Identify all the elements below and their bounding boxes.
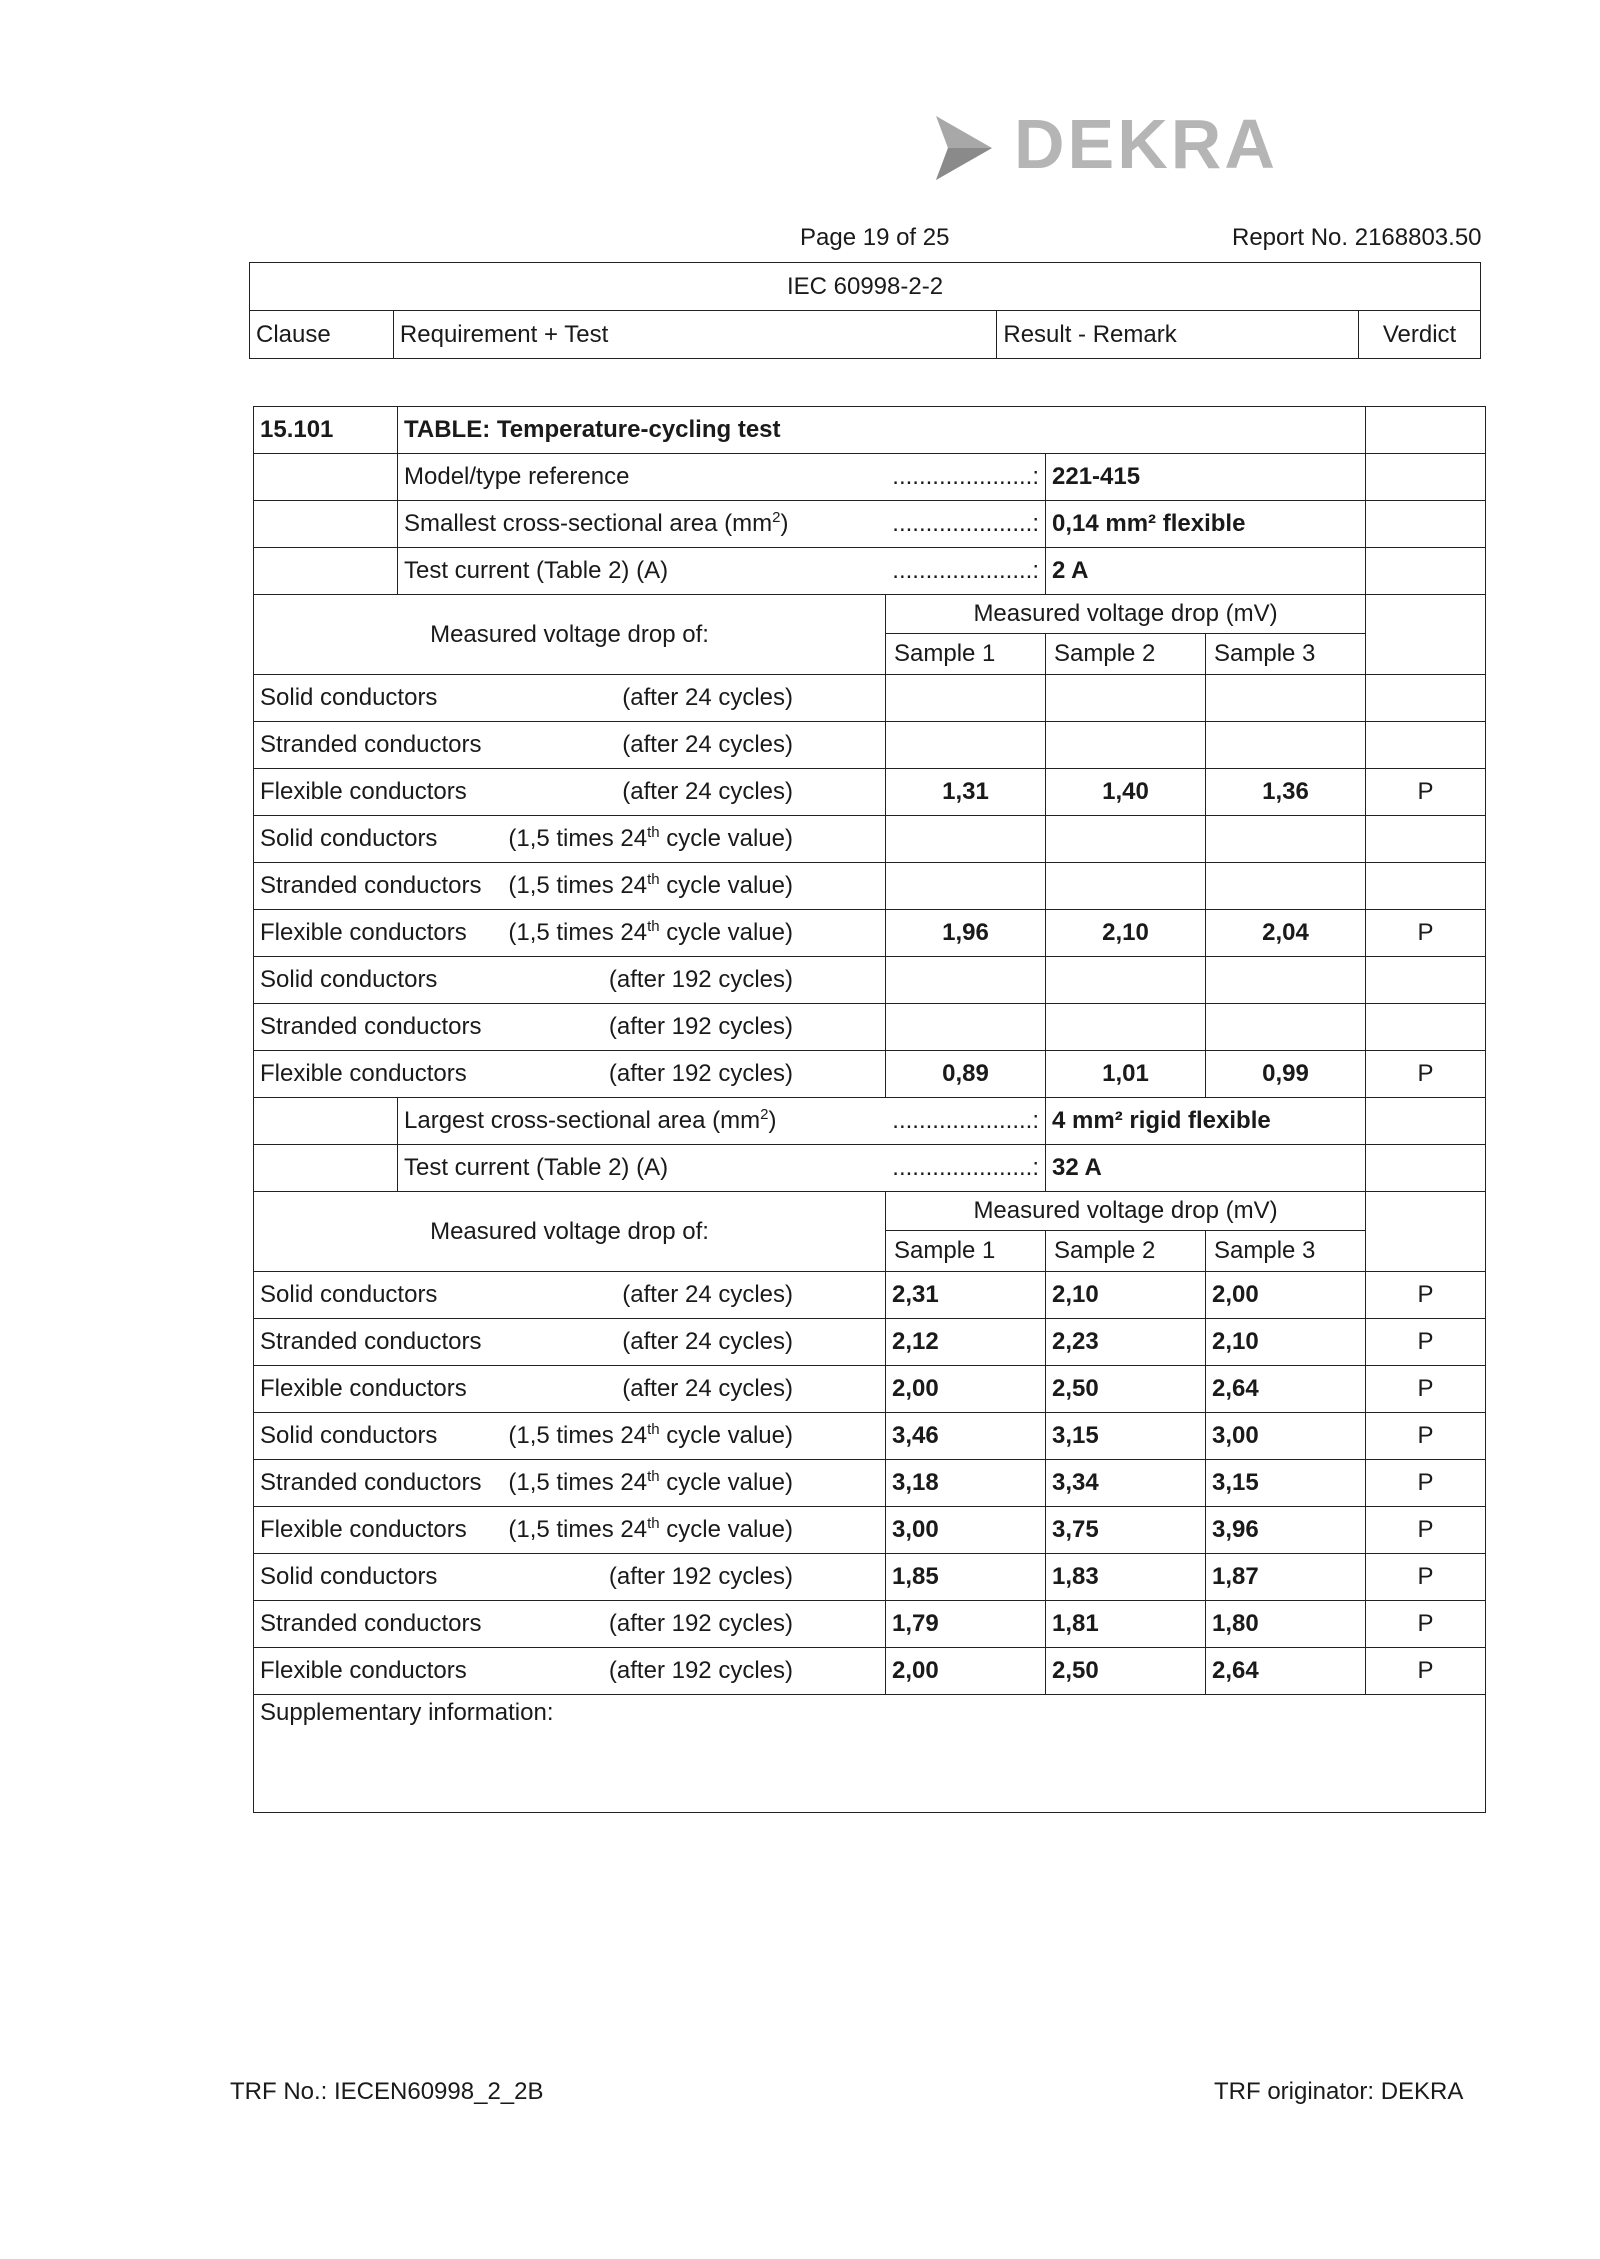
verdict-cell xyxy=(1366,1413,1486,1460)
value-cell xyxy=(886,1507,1046,1554)
table-row xyxy=(254,1051,1486,1098)
condition-label: (after 24 cycles) xyxy=(622,778,793,805)
value-cell xyxy=(1046,863,1206,910)
value-cell xyxy=(1046,1319,1206,1366)
sample-1-value: 2,00 xyxy=(892,1375,939,1402)
value-cell xyxy=(1206,1554,1366,1601)
table-row xyxy=(254,1366,1486,1413)
mv-label: Measured voltage drop of: xyxy=(430,1217,709,1245)
verdict-value: P xyxy=(1417,778,1434,805)
verdict-cell xyxy=(1366,1507,1486,1554)
mv-label-cell xyxy=(254,595,886,675)
sample-2-value: 1,40 xyxy=(1102,778,1149,805)
row-label-cell xyxy=(254,957,886,1004)
sample-3-value: 3,15 xyxy=(1212,1469,1259,1496)
sample-2-value: 2,10 xyxy=(1052,1281,1099,1308)
value-cell xyxy=(1046,501,1366,548)
sample-2-value: 2,50 xyxy=(1052,1375,1099,1402)
value-cell xyxy=(886,1648,1046,1695)
verdict-value: P xyxy=(1417,1657,1434,1684)
area-value: 0,14 mm² flexible xyxy=(1052,510,1246,537)
value-cell xyxy=(1206,957,1366,1004)
conductor-label: Solid conductors xyxy=(260,825,438,852)
table-row xyxy=(254,910,1486,957)
area-label: Largest cross-sectional area (mm xyxy=(404,1107,761,1134)
sample-1-header: Sample 1 xyxy=(894,1237,996,1264)
value-cell xyxy=(1206,769,1366,816)
value-cell xyxy=(886,1272,1046,1319)
condition-label: (after 24 cycles) xyxy=(622,1281,793,1308)
leader-dots: .....................: xyxy=(892,557,1039,584)
row-label-cell xyxy=(254,1004,886,1051)
leader-dots: .....................: xyxy=(892,510,1039,537)
table-row xyxy=(254,675,1486,722)
verdict-value: P xyxy=(1417,919,1434,946)
verdict-cell xyxy=(1366,1460,1486,1507)
sample-3-value: 2,00 xyxy=(1212,1281,1259,1308)
condition-label: (after 192 cycles) xyxy=(608,966,793,993)
value-cell xyxy=(886,1413,1046,1460)
condition-label: (after 24 cycles) xyxy=(622,731,793,758)
sample-2-header: Sample 2 xyxy=(1054,1237,1156,1264)
model-label: Model/type reference xyxy=(404,463,630,490)
mv-header: Measured voltage drop (mV) xyxy=(973,1197,1278,1224)
row-label-cell xyxy=(254,863,886,910)
value-cell xyxy=(886,1601,1046,1648)
leader-dots: .....................: xyxy=(892,1154,1039,1181)
value-cell xyxy=(886,1366,1046,1413)
col-result: Result - Remark xyxy=(997,311,1359,359)
value-cell xyxy=(1046,1601,1206,1648)
value-cell xyxy=(1046,548,1366,595)
verdict-value: P xyxy=(1417,1563,1434,1590)
verdict-cell xyxy=(1366,816,1486,863)
conductor-label: Stranded conductors xyxy=(260,1013,482,1040)
blank-cell xyxy=(254,454,398,501)
value-cell xyxy=(1206,675,1366,722)
row-label-cell xyxy=(254,1272,886,1319)
value-cell xyxy=(886,675,1046,722)
table-row xyxy=(254,722,1486,769)
sample-1-value: 3,00 xyxy=(892,1516,939,1543)
sample-1-value: 1,31 xyxy=(942,778,989,805)
value-cell xyxy=(1046,1366,1206,1413)
condition-label: (after 24 cycles) xyxy=(622,684,793,711)
value-cell xyxy=(1046,1145,1366,1192)
current-value: 2 A xyxy=(1052,557,1089,584)
superscript-2: 2 xyxy=(760,1106,769,1123)
conductor-label: Stranded conductors xyxy=(260,1469,482,1496)
value-cell xyxy=(1206,1366,1366,1413)
verdict-value: P xyxy=(1417,1469,1434,1496)
superscript-th: th xyxy=(647,918,660,935)
col-clause: Clause xyxy=(250,311,394,359)
superscript-th: th xyxy=(647,1515,660,1532)
condition-label: (1,5 times 24th cycle value) xyxy=(508,871,793,899)
superscript-2: 2 xyxy=(772,509,781,526)
condition-label: (after 192 cycles) xyxy=(608,1563,793,1590)
verdict-cell xyxy=(1366,1366,1486,1413)
conductor-label: Stranded conductors xyxy=(260,1328,482,1355)
table-row xyxy=(254,1460,1486,1507)
report-number: Report No. 2168803.50 xyxy=(1232,224,1482,251)
table-row xyxy=(254,1413,1486,1460)
verdict-value: P xyxy=(1417,1328,1434,1355)
condition-label: (after 24 cycles) xyxy=(622,1328,793,1355)
value-cell xyxy=(886,1554,1046,1601)
sample-3-header: Sample 3 xyxy=(1214,640,1316,667)
superscript-th: th xyxy=(647,1468,660,1485)
value-cell xyxy=(1046,957,1206,1004)
verdict-value: P xyxy=(1417,1610,1434,1637)
sample-1-value: 1,79 xyxy=(892,1610,939,1637)
label-cell xyxy=(398,1145,1046,1192)
sample-1-value: 2,00 xyxy=(892,1657,939,1684)
condition-label: (1,5 times 24th cycle value) xyxy=(508,1468,793,1496)
verdict-cell xyxy=(1366,407,1486,454)
sample-2-value: 2,50 xyxy=(1052,1657,1099,1684)
value-cell xyxy=(1206,1507,1366,1554)
value-cell xyxy=(1046,454,1366,501)
verdict-value: P xyxy=(1417,1516,1434,1543)
verdict-cell xyxy=(1366,675,1486,722)
value-cell xyxy=(1206,1413,1366,1460)
sample-3-value: 2,64 xyxy=(1212,1375,1259,1402)
value-cell xyxy=(1046,1460,1206,1507)
row-label-cell xyxy=(254,1051,886,1098)
row-label-cell xyxy=(254,816,886,863)
label-cell: Largest cross-sectional area $(mm^2)$ .....................: xyxy=(398,1098,1046,1145)
sample-3-value: 1,36 xyxy=(1262,778,1309,805)
value-cell xyxy=(886,957,1046,1004)
conductor-label: Stranded conductors xyxy=(260,872,482,899)
value-cell xyxy=(886,722,1046,769)
value-cell xyxy=(1046,722,1206,769)
sample-2-value: 3,75 xyxy=(1052,1516,1099,1543)
table-row xyxy=(254,1507,1486,1554)
condition-label: (after 192 cycles) xyxy=(608,1657,793,1684)
verdict-cell xyxy=(1366,595,1486,675)
sample-2-value: 3,34 xyxy=(1052,1469,1099,1496)
value-cell xyxy=(1206,1004,1366,1051)
value-cell xyxy=(1206,1272,1366,1319)
row-label-cell xyxy=(254,910,886,957)
row-label-cell xyxy=(254,1554,886,1601)
conductor-label: Solid conductors xyxy=(260,684,438,711)
value-cell xyxy=(1046,1413,1206,1460)
dekra-logo-text: DEKRA xyxy=(1014,105,1278,183)
mv-header: Measured voltage drop (mV) xyxy=(973,600,1278,627)
table-row xyxy=(254,957,1486,1004)
table-row xyxy=(254,1648,1486,1695)
dekra-logo xyxy=(930,100,1278,195)
current-label: Test current (Table 2) (A) xyxy=(404,557,669,584)
value-cell xyxy=(1046,1272,1206,1319)
condition-label: (1,5 times 24th cycle value) xyxy=(508,1515,793,1543)
value-cell xyxy=(1206,816,1366,863)
table-row xyxy=(254,1554,1486,1601)
value-cell xyxy=(1046,816,1206,863)
label-cell xyxy=(398,454,1046,501)
condition-label: (after 24 cycles) xyxy=(622,1375,793,1402)
sample-3-value: 2,10 xyxy=(1212,1328,1259,1355)
conductor-label: Flexible conductors xyxy=(260,778,467,805)
title-cell xyxy=(398,407,1366,454)
verdict-cell xyxy=(1366,957,1486,1004)
value-cell xyxy=(1046,1098,1366,1145)
verdict-cell xyxy=(1366,1319,1486,1366)
value-cell xyxy=(886,1319,1046,1366)
row-label-cell xyxy=(254,675,886,722)
sample-3-header: Sample 3 xyxy=(1214,1237,1316,1264)
current-value: 32 A xyxy=(1052,1154,1102,1181)
verdict-cell xyxy=(1366,1272,1486,1319)
conductor-label: Stranded conductors xyxy=(260,1610,482,1637)
condition-label: (after 192 cycles) xyxy=(608,1013,793,1040)
value-cell xyxy=(1206,863,1366,910)
conductor-label: Solid conductors xyxy=(260,1422,438,1449)
table-row xyxy=(254,1004,1486,1051)
superscript-th: th xyxy=(647,871,660,888)
table-row xyxy=(254,1601,1486,1648)
verdict-cell xyxy=(1366,1004,1486,1051)
area-label: Smallest cross-sectional area (mm xyxy=(404,510,773,537)
sample-2-value: 1,83 xyxy=(1052,1563,1099,1590)
clause-cell xyxy=(254,407,398,454)
conductor-label: Flexible conductors xyxy=(260,1657,467,1684)
value-cell xyxy=(1046,910,1206,957)
value-cell xyxy=(1046,1554,1206,1601)
value-cell xyxy=(1206,722,1366,769)
sample-2-value: 2,10 xyxy=(1102,919,1149,946)
value-cell xyxy=(1046,769,1206,816)
supplementary-cell xyxy=(254,1695,1486,1813)
verdict-cell xyxy=(1366,501,1486,548)
verdict-value: P xyxy=(1417,1281,1434,1308)
verdict-cell xyxy=(1366,1648,1486,1695)
sample-1-value: 1,85 xyxy=(892,1563,939,1590)
row-label-cell xyxy=(254,1648,886,1695)
clause-number: 15.101 xyxy=(260,416,334,443)
verdict-cell xyxy=(1366,1192,1486,1272)
sample-3-value: 3,00 xyxy=(1212,1422,1259,1449)
area-value: 4 mm² rigid flexible xyxy=(1052,1107,1271,1134)
verdict-cell xyxy=(1366,1601,1486,1648)
table-row xyxy=(254,1319,1486,1366)
verdict-cell xyxy=(1366,1145,1486,1192)
condition-label: (after 192 cycles) xyxy=(608,1610,793,1637)
conductor-label: Flexible conductors xyxy=(260,1375,467,1402)
row-label-cell xyxy=(254,769,886,816)
conductor-label: Flexible conductors xyxy=(260,1060,467,1087)
sample-1-value: 3,46 xyxy=(892,1422,939,1449)
mv-label: Measured voltage drop of: xyxy=(430,620,709,648)
col-requirement: Requirement + Test xyxy=(393,311,996,359)
table-row xyxy=(254,863,1486,910)
sample-3-value: 2,64 xyxy=(1212,1657,1259,1684)
conductor-label: Flexible conductors xyxy=(260,919,467,946)
current-label: Test current (Table 2) (A) xyxy=(404,1154,669,1181)
verdict-value: P xyxy=(1417,1375,1434,1402)
col-verdict: Verdict xyxy=(1359,311,1481,359)
row-label-cell xyxy=(254,1507,886,1554)
verdict-cell xyxy=(1366,548,1486,595)
table-row xyxy=(254,816,1486,863)
value-cell xyxy=(1206,1460,1366,1507)
table-row xyxy=(254,769,1486,816)
row-label-cell xyxy=(254,1366,886,1413)
leader-dots: .....................: xyxy=(892,463,1039,490)
value-cell xyxy=(1046,675,1206,722)
conductor-label: Stranded conductors xyxy=(260,731,482,758)
supplementary-label: Supplementary information: xyxy=(260,1699,554,1726)
verdict-cell xyxy=(1366,769,1486,816)
header-table xyxy=(249,262,1481,359)
mv-label-cell xyxy=(254,1192,886,1272)
leader-dots: .....................: xyxy=(892,1107,1039,1134)
footer-trf-no: TRF No.: IECEN60998_2_2B xyxy=(230,2078,544,2105)
condition-label: (1,5 times 24th cycle value) xyxy=(508,918,793,946)
value-cell xyxy=(1206,1648,1366,1695)
verdict-cell xyxy=(1366,863,1486,910)
value-cell xyxy=(886,1051,1046,1098)
row-label-cell xyxy=(254,1460,886,1507)
blank-cell xyxy=(254,548,398,595)
value-cell xyxy=(886,1004,1046,1051)
dekra-logo-icon xyxy=(930,108,1010,188)
conductor-label: Solid conductors xyxy=(260,966,438,993)
sample-3-value: 3,96 xyxy=(1212,1516,1259,1543)
row-label-cell xyxy=(254,1319,886,1366)
conductor-label: Solid conductors xyxy=(260,1563,438,1590)
sample-2-value: 3,15 xyxy=(1052,1422,1099,1449)
model-value: 221-415 xyxy=(1052,463,1141,490)
value-cell xyxy=(886,816,1046,863)
value-cell xyxy=(1046,1648,1206,1695)
blank-cell xyxy=(254,1098,398,1145)
temperature-cycling-table xyxy=(253,406,1486,1813)
verdict-cell xyxy=(1366,910,1486,957)
page-number: Page 19 of 25 xyxy=(800,224,950,251)
sample-2-value: 1,81 xyxy=(1052,1610,1099,1637)
value-cell xyxy=(1206,1051,1366,1098)
row-label-cell xyxy=(254,722,886,769)
value-cell xyxy=(886,1460,1046,1507)
value-cell xyxy=(1046,1004,1206,1051)
value-cell xyxy=(1206,1319,1366,1366)
sample-2-header: Sample 2 xyxy=(1054,640,1156,667)
superscript-th: th xyxy=(647,1421,660,1438)
condition-label: (after 192 cycles) xyxy=(608,1060,793,1087)
standard-title: IEC 60998-2-2 xyxy=(250,263,1481,311)
condition-label: (1,5 times 24th cycle value) xyxy=(508,824,793,852)
sample-2-value: 1,01 xyxy=(1102,1060,1149,1087)
mv-header-cell xyxy=(886,1192,1366,1272)
value-cell xyxy=(886,910,1046,957)
blank-cell xyxy=(254,501,398,548)
table-title: TABLE: Temperature-cycling test xyxy=(404,416,781,443)
blank-cell xyxy=(254,1145,398,1192)
mv-header-cell xyxy=(886,595,1366,675)
verdict-value: P xyxy=(1417,1422,1434,1449)
sample-1-value: 3,18 xyxy=(892,1469,939,1496)
sample-3-value: 1,87 xyxy=(1212,1563,1259,1590)
label-cell: Smallest cross-sectional area $(mm^2)$ .....................: xyxy=(398,501,1046,548)
verdict-cell xyxy=(1366,722,1486,769)
verdict-cell xyxy=(1366,454,1486,501)
sample-1-value: 2,12 xyxy=(892,1328,939,1355)
value-cell xyxy=(1046,1507,1206,1554)
sample-1-value: 1,96 xyxy=(942,919,989,946)
verdict-cell xyxy=(1366,1098,1486,1145)
sample-1-header: Sample 1 xyxy=(894,640,996,667)
sample-1-value: 0,89 xyxy=(942,1060,989,1087)
sample-3-value: 2,04 xyxy=(1262,919,1309,946)
verdict-value: P xyxy=(1417,1060,1434,1087)
label-cell xyxy=(398,548,1046,595)
sample-3-value: 1,80 xyxy=(1212,1610,1259,1637)
sample-3-value: 0,99 xyxy=(1262,1060,1309,1087)
conductor-label: Solid conductors xyxy=(260,1281,438,1308)
footer-originator: TRF originator: DEKRA xyxy=(1214,2078,1464,2105)
sample-2-value: 2,23 xyxy=(1052,1328,1099,1355)
table-row xyxy=(254,1272,1486,1319)
value-cell xyxy=(1046,1051,1206,1098)
sample-1-value: 2,31 xyxy=(892,1281,939,1308)
verdict-cell xyxy=(1366,1554,1486,1601)
value-cell xyxy=(886,863,1046,910)
condition-label: (1,5 times 24th cycle value) xyxy=(508,1421,793,1449)
conductor-label: Flexible conductors xyxy=(260,1516,467,1543)
verdict-cell xyxy=(1366,1051,1486,1098)
row-label-cell xyxy=(254,1413,886,1460)
value-cell xyxy=(886,769,1046,816)
value-cell xyxy=(1206,910,1366,957)
superscript-th: th xyxy=(647,824,660,841)
row-label-cell xyxy=(254,1601,886,1648)
value-cell xyxy=(1206,1601,1366,1648)
